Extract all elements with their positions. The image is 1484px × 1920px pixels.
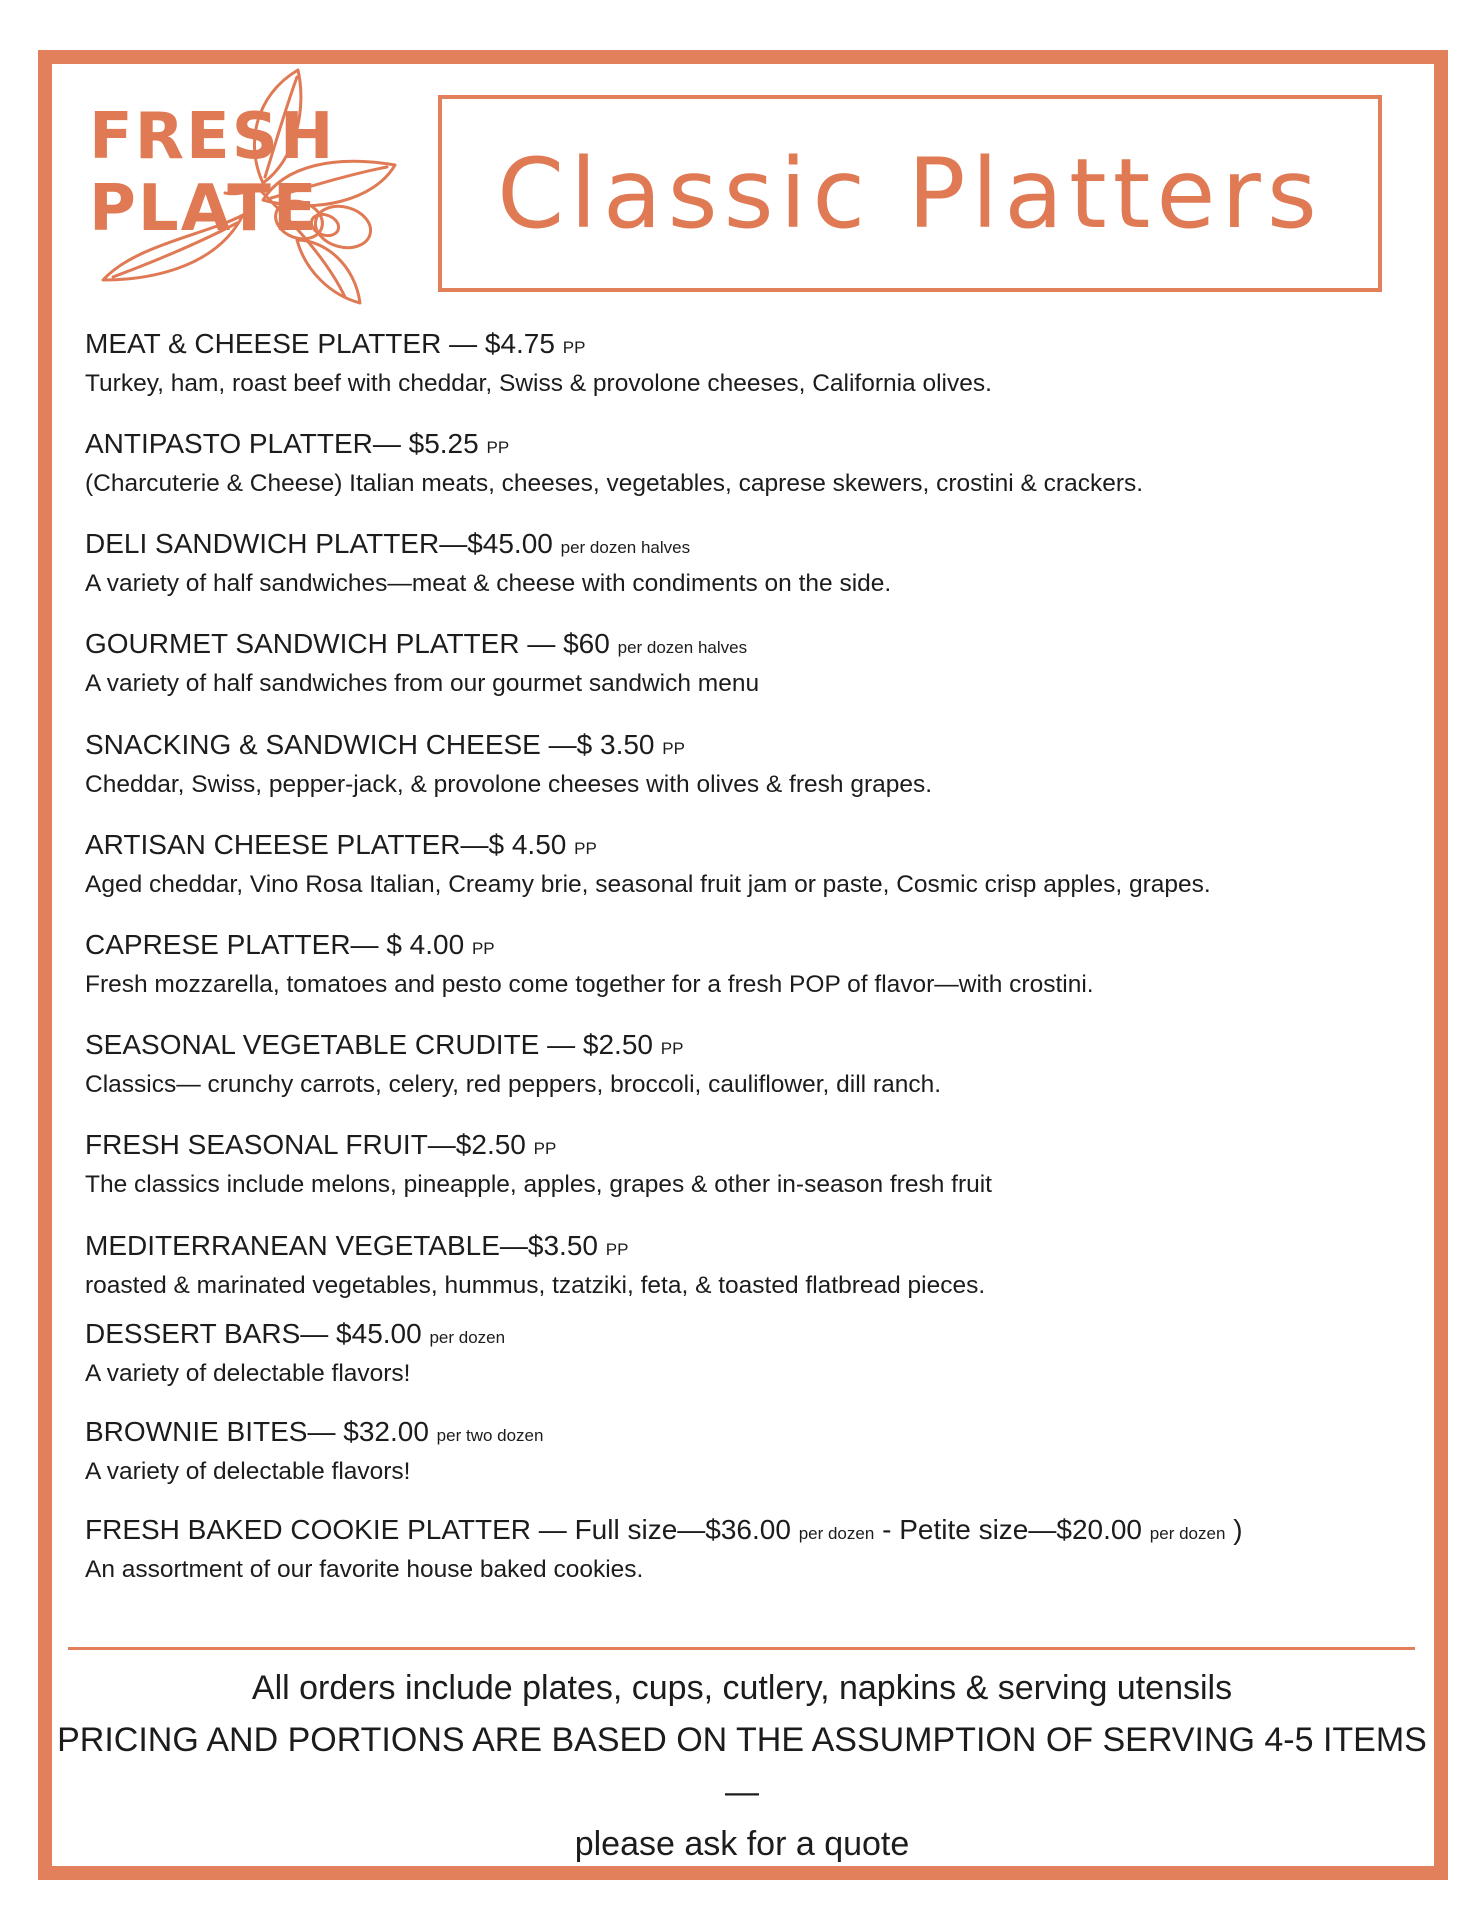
item-price: $2.50 <box>582 1029 653 1060</box>
item-unit: per dozen <box>429 1328 506 1347</box>
footer-notes <box>52 1662 1432 1870</box>
fresh-plate-logo <box>85 65 405 305</box>
item-heading <box>85 927 1405 967</box>
item-price: $5.25 <box>408 428 479 459</box>
menu-item <box>85 1228 1405 1303</box>
item-description: Classics— crunchy carrots, celery, red peppers, broccoli, cauliflower, dill ranch. <box>85 1071 942 1098</box>
item-heading <box>85 827 1405 867</box>
item-description: A variety of delectable flavors! <box>85 1458 411 1485</box>
item-price: $36.00 <box>705 1514 791 1545</box>
item-price: $45.00 <box>467 528 553 559</box>
item-unit: PP <box>471 939 495 958</box>
item-price: $45.00 <box>336 1318 422 1349</box>
item-unit: PP <box>562 338 586 357</box>
footer-line-includes: All orders include plates, cups, cutlery, napkins & serving utensils <box>251 1669 1233 1707</box>
menu-item <box>85 526 1405 601</box>
item-heading <box>85 1027 1405 1067</box>
item-name: BROWNIE BITES— <box>85 1416 344 1447</box>
item-description: Fresh mozzarella, tomatoes and pesto come together for a fresh POP of flavor—with crostini. <box>85 971 1094 998</box>
item-price: $2.50 <box>455 1129 526 1160</box>
menu-item <box>85 426 1405 501</box>
item-description: Cheddar, Swiss, pepper-jack, & provolone cheeses with olives & fresh grapes. <box>85 771 933 798</box>
item-price: $ 3.50 <box>576 729 655 760</box>
item-name: ANTIPASTO PLATTER— <box>85 428 409 459</box>
footer-divider <box>68 1647 1415 1650</box>
item-heading <box>85 426 1405 466</box>
item-extra-price: - Petite size—$20.00 <box>874 1514 1143 1545</box>
item-name: FRESH BAKED COOKIE PLATTER — Full size— <box>85 1514 706 1545</box>
item-name: CAPRESE PLATTER— <box>85 929 387 960</box>
logo-word-plate: PLATE <box>89 172 319 246</box>
menu-item <box>85 1512 1405 1587</box>
item-name: GOURMET SANDWICH PLATTER — <box>85 628 564 659</box>
item-price: $60 <box>563 628 610 659</box>
item-unit: PP <box>486 438 510 457</box>
item-description: Turkey, ham, roast beef with cheddar, Swiss & provolone cheeses, California olives. <box>85 370 992 397</box>
item-description: The classics include melons, pineapple, apples, grapes & other in-season fresh fruit <box>85 1171 992 1198</box>
menu-item <box>85 1414 1405 1489</box>
item-price: $ 4.50 <box>488 829 567 860</box>
item-price: $ 4.00 <box>386 929 465 960</box>
item-heading <box>85 727 1405 767</box>
item-description: Aged cheddar, Vino Rosa Italian, Creamy brie, seasonal fruit jam or paste, Cosmic crisp apples, grapes. <box>85 871 1211 898</box>
menu-item <box>85 626 1405 701</box>
menu-item <box>85 1316 1405 1391</box>
item-unit: PP <box>533 1139 557 1158</box>
item-name: ARTISAN CHEESE PLATTER— <box>85 829 489 860</box>
item-description: A variety of half sandwiches—meat & cheese with condiments on the side. <box>85 570 892 597</box>
item-unit: PP <box>660 1039 684 1058</box>
item-price: $32.00 <box>343 1416 429 1447</box>
item-name: MEAT & CHEESE PLATTER — <box>85 328 485 359</box>
menu-item <box>85 827 1405 902</box>
item-description: A variety of half sandwiches from our gourmet sandwich menu <box>85 670 760 697</box>
item-heading <box>85 626 1405 666</box>
item-name: SNACKING & SANDWICH CHEESE — <box>85 729 577 760</box>
item-heading <box>85 1316 1405 1356</box>
item-heading <box>85 326 1405 366</box>
item-unit: per dozen halves <box>617 638 748 657</box>
item-description: (Charcuterie & Cheese) Italian meats, cheeses, vegetables, caprese skewers, crostini & crackers. <box>85 470 1144 497</box>
page-title: Classic Platters <box>497 137 1323 250</box>
menu-item <box>85 1027 1405 1102</box>
menu-item <box>85 927 1405 1002</box>
logo-word-fresh: FRESH <box>89 100 336 174</box>
item-extra-unit: per dozen <box>1149 1524 1226 1543</box>
item-name: MEDITERRANEAN VEGETABLE— <box>85 1230 528 1261</box>
item-name: FRESH SEASONAL FRUIT— <box>85 1129 456 1160</box>
footer-line-pricing: PRICING AND PORTIONS ARE BASED ON THE ASSUMPTION OF SERVING 4-5 ITEMS— <box>57 1721 1427 1811</box>
item-unit: PP <box>574 839 597 858</box>
item-heading <box>85 1512 1405 1552</box>
menu-item <box>85 727 1405 802</box>
menu-item <box>85 1127 1405 1202</box>
item-price: $3.50 <box>527 1230 598 1261</box>
footer-line-quote: please ask for a quote <box>574 1825 910 1863</box>
item-heading <box>85 1228 1405 1268</box>
item-heading <box>85 1414 1405 1454</box>
item-unit: PP <box>605 1240 629 1259</box>
item-description: roasted & marinated vegetables, hummus, tzatziki, feta, & toasted flatbread pieces. <box>85 1272 986 1299</box>
item-unit: per dozen halves <box>560 538 691 557</box>
item-description: An assortment of our favorite house baked cookies. <box>85 1556 644 1583</box>
item-price: $4.75 <box>484 328 555 359</box>
item-heading <box>85 1127 1405 1167</box>
menu-item <box>85 326 1405 401</box>
item-description: A variety of delectable flavors! <box>85 1360 411 1387</box>
item-name: SEASONAL VEGETABLE CRUDITE — <box>85 1029 583 1060</box>
title-box <box>438 95 1382 292</box>
item-name: DESSERT BARS— <box>85 1318 337 1349</box>
item-unit: PP <box>662 739 685 758</box>
item-unit: per dozen <box>798 1524 875 1543</box>
item-unit: per two dozen <box>436 1426 544 1445</box>
item-heading <box>85 526 1405 566</box>
item-name: DELI SANDWICH PLATTER— <box>85 528 468 559</box>
item-extra-tail: ) <box>1225 1514 1243 1545</box>
